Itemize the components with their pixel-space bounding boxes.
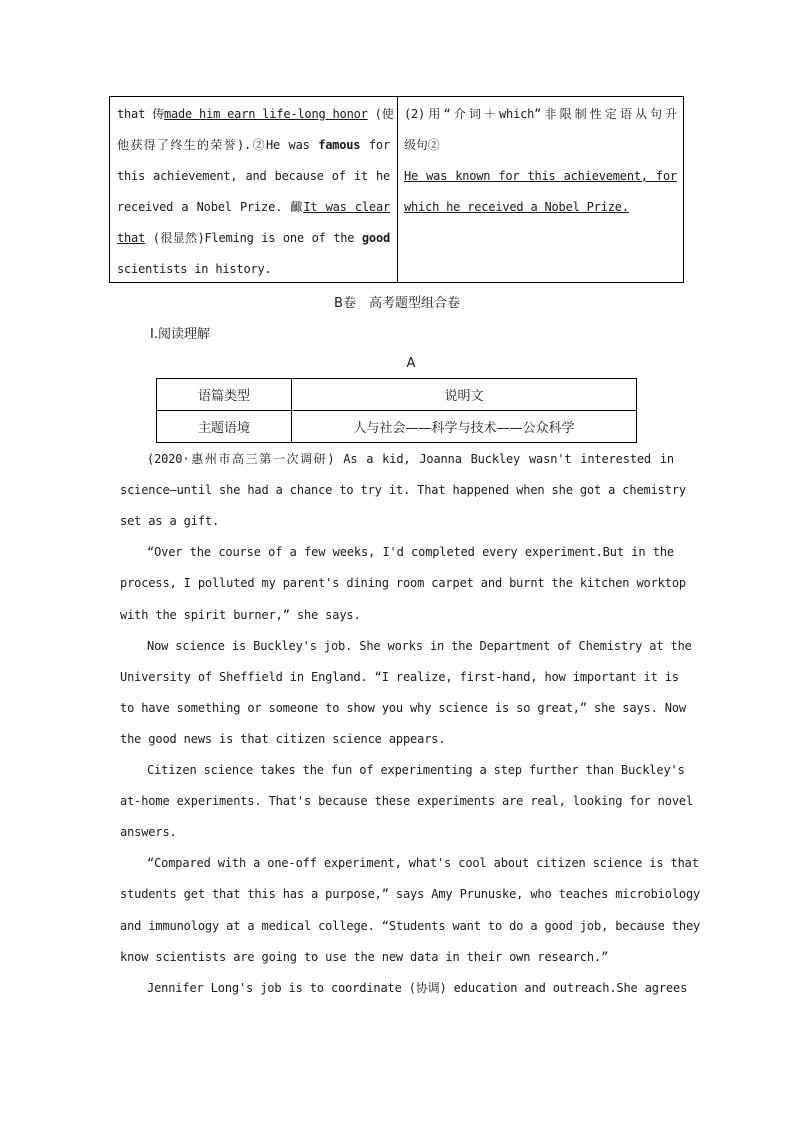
passage-line: at-home experiments. That's because these experiments are real, looking for novel xyxy=(120,794,694,809)
left-line xyxy=(117,168,390,184)
passage-line: “Compared with a one-off experiment, what's cool about citizen science is that xyxy=(147,856,699,871)
passage-label: A xyxy=(406,356,416,371)
left-text-run: this achievement, and because of it he xyxy=(117,169,390,183)
left-text-run: good xyxy=(361,231,390,245)
left-text-run: that 俦 xyxy=(117,107,164,121)
right-line xyxy=(404,199,677,215)
section-title: B卷 高考题型组合卷 xyxy=(334,296,460,311)
right-line xyxy=(404,168,677,184)
left-text-run: scientists in history. xyxy=(117,262,272,276)
left-line xyxy=(117,230,390,246)
column-divider xyxy=(397,97,398,282)
left-text-run: received a Nobel Prize. 齱 xyxy=(117,200,304,214)
passage-line: students get that this has a purpose,” says Amy Prunuske, who teaches microbiology xyxy=(120,887,701,902)
passage-info-table xyxy=(156,378,637,443)
passage-line: Citizen science takes the fun of experimenting a step further than Buckley's xyxy=(147,763,685,777)
info-table-row xyxy=(157,379,637,411)
left-line xyxy=(117,199,390,215)
left-text-run: (很显然)Fleming is one of the xyxy=(145,231,362,245)
info-value: 说明文 xyxy=(292,379,637,411)
passage-line: answers. xyxy=(120,825,177,840)
subheading: Ⅰ.阅读理解 xyxy=(150,327,210,342)
passage-line: to have something or someone to show you why science is so great,” she says. Now xyxy=(120,700,686,715)
passage-line: the good news is that citizen science appears. xyxy=(120,731,446,746)
right-text-run: 级句② xyxy=(404,138,440,152)
right-text-run: which he received a Nobel Prize. xyxy=(404,200,629,214)
right-line xyxy=(404,137,677,153)
info-key: 语篇类型 xyxy=(157,379,292,411)
left-text-run: (使 xyxy=(367,107,394,121)
left-text-run: for xyxy=(360,138,390,152)
right-line xyxy=(404,106,677,122)
left-text-run: that xyxy=(117,231,146,245)
info-value: 人与社会——科学与技术——公众科学 xyxy=(292,411,637,443)
passage-line: (2020·惠州市高三第一次调研) As a kid, Joanna Buckley wasn't interested in xyxy=(147,452,674,466)
right-text-run: He was known for this achievement, for xyxy=(404,169,677,183)
info-key: 主题语境 xyxy=(157,411,292,443)
passage-line: with the spirit burner,” she says. xyxy=(120,607,361,622)
left-text-run: It was clear xyxy=(303,200,390,214)
passage-line: process, I polluted my parent's dining room carpet and burnt the kitchen worktop xyxy=(120,576,686,591)
left-line xyxy=(117,137,390,153)
passage-line: University of Sheffield in England. “I realize, first-hand, how important it is xyxy=(120,669,679,684)
passage-line: Now science is Buckley's job. She works in the Department of Chemistry at the xyxy=(147,638,692,653)
passage-line: set as a gift. xyxy=(120,514,220,529)
passage-line: Jennifer Long's job is to coordinate (协调) education and outreach.She agrees xyxy=(147,980,688,995)
left-line xyxy=(117,106,394,122)
right-text-run: (2)用“介词＋which”非限制性定语从句升 xyxy=(404,107,677,121)
passage-line: know scientists are going to use the new data in their own research.” xyxy=(120,949,609,964)
passage-line: and immunology at a medical college. “Students want to do a good job, because they xyxy=(120,918,701,933)
left-text-run: made him earn life-long honor xyxy=(163,107,368,121)
passage-line: “Over the course of a few weeks, I'd completed every experiment.But in the xyxy=(147,545,674,560)
passage-line: science—until she had a chance to try it. That happened when she got a chemistry xyxy=(120,483,686,498)
left-text-run: 他获得了终生的荣誉).②He was xyxy=(117,138,319,152)
info-table-row xyxy=(157,411,637,443)
comparison-box xyxy=(109,96,684,283)
left-line xyxy=(117,261,390,277)
left-text-run: famous xyxy=(318,138,361,152)
